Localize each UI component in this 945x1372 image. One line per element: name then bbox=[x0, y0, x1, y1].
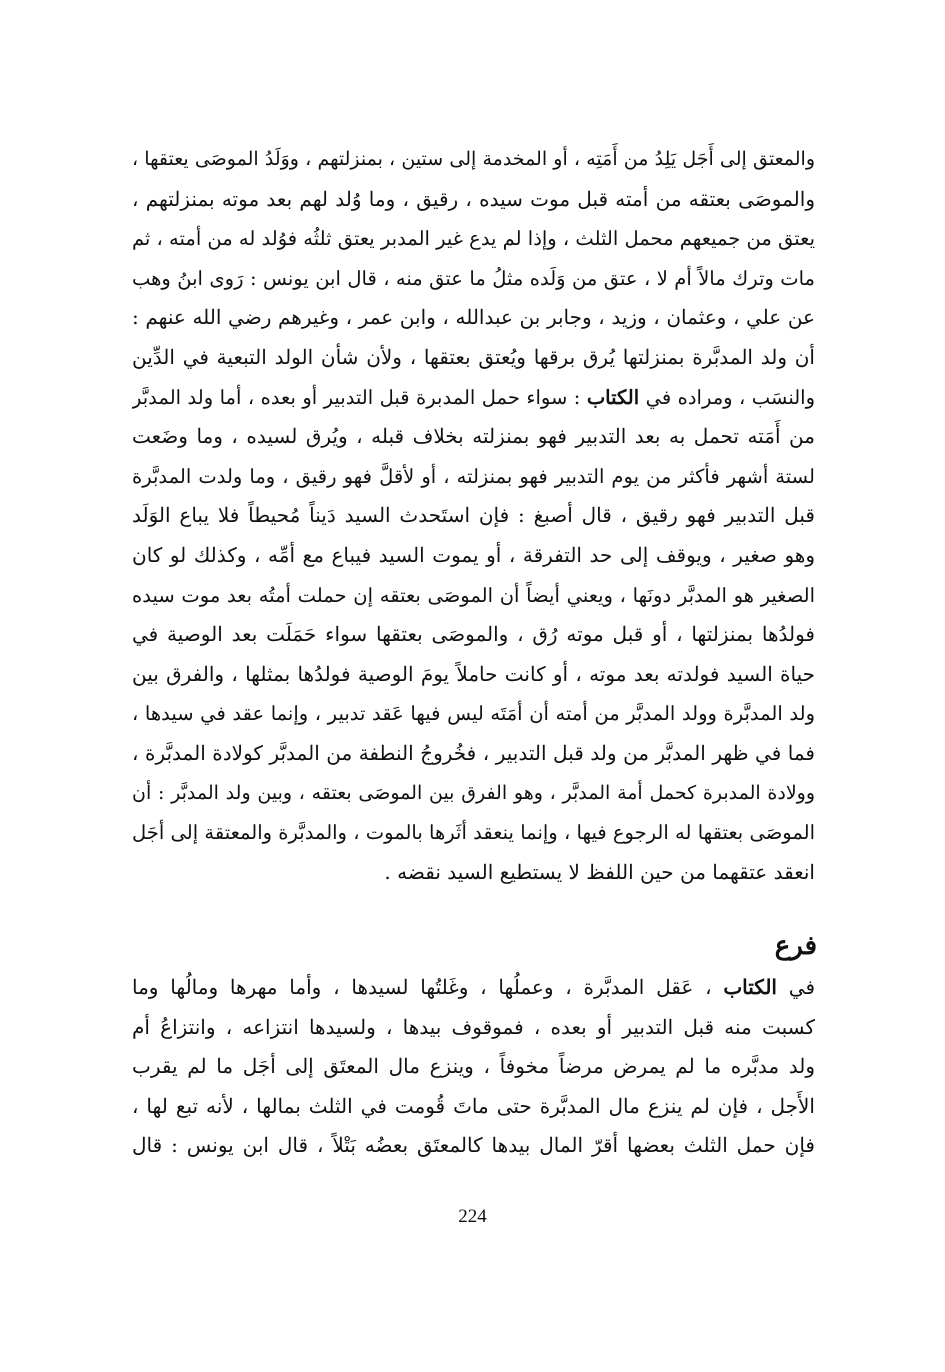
text-line bbox=[132, 968, 815, 1008]
paragraph-2 bbox=[132, 968, 815, 1166]
text-line: الأَجل ، فإن لم ينزع مال المدبَّرة حتى ماتَ قُومت في الثلث بمالها ، لأنه تبع لها ، bbox=[132, 1093, 815, 1118]
text-line: وهو صغير ، ويوقف إلى حد التفرقة ، أو يموت السيد فيباع مع أمِّه ، وكذلك لو كان bbox=[132, 542, 815, 567]
text-line: وولادة المدبرة كحمل أمة المدبَّر ، وهو الفرق بين الموصَى بعتقه ، وبين ولد المدبَّر : أن bbox=[132, 781, 815, 804]
text-line: فولدُها بمنزلتها ، أو قبل موته رُق ، والموصَى بعتقها سواء حَمَلَت بعد الوصية في bbox=[132, 622, 815, 647]
text-line: عن علي ، وعثمان ، وزيد ، وجابر بن عبدالله ، وابن عمر ، وغيرهم رضي الله عنهم : bbox=[132, 305, 815, 330]
text-line: انعقد عتقهما من حين اللفظ لا يستطيع السيد نقضه . bbox=[384, 859, 815, 884]
section-heading: فرع bbox=[774, 931, 817, 961]
text-line: أن ولد المدبَّرة بمنزلتها يُرق برقها ويُعتق بعتقها ، ولأن شأن الولد التبعية في الدِّين bbox=[132, 344, 815, 369]
text-line: يعتق من جميعهم محمل الثلث ، وإذا لم يدع غير المدبر يعتق ثلثُه فوُلد له من أمته ، ثم bbox=[132, 227, 815, 251]
text-run: ، عَقل المدبَّرة ، وعملُها ، وغَلتُها لسيدها ، وأما مهرها ومالُها وما bbox=[132, 975, 724, 999]
text-run: والنسَب ، ومراده في bbox=[639, 385, 815, 409]
paragraph-1 bbox=[132, 140, 815, 892]
text-line: ولد المدبَّرة وولد المدبَّر من أمته أن أمَتَه ليس فيها عَقد تدبير ، وإنما عقد في سيدها ، bbox=[132, 702, 815, 726]
text-line: والموصَى بعتقه من أمته قبل موت سيده ، رقيق ، وما وُلد لهم بعد موته بمنزلتهم ، bbox=[132, 186, 815, 211]
text-run: في bbox=[776, 975, 815, 999]
text-line: لستة أشهر فأكثر من يوم التدبير فهو بمنزلته ، أو لأقلَّ فهو رقيق ، وما ولدت المدبَّرة bbox=[132, 464, 815, 488]
text-line: حياة السيد فولدته بعد موته ، أو كانت حاملاً يومَ الوصية فولدُها بمثلها ، والفرق بين bbox=[132, 661, 815, 686]
text-line: من أَمَته تحمل به بعد التدبير فهو بمنزلته بخلاف قبله ، ويُرق لسيده ، وما وضَعت bbox=[132, 424, 815, 449]
text-line: والمعتق إلى أَجَل يَلِدُ من أَمَتِه ، أو المخدمة إلى ستين ، بمنزلتهم ، ووَلَدُ الموصَى يعتقها ، bbox=[132, 148, 815, 170]
text-line: فإن حمل الثلث بعضها أقرّ المال بيدها كالمعتَق بعضُه بَتْلاً ، قال ابن يونس : قال bbox=[132, 1133, 815, 1158]
text-line: مات وترك مالاً أم لا ، عتق من وَلَده مثلُ ما عتق منه ، قال ابن يونس : رَوى ابنُ وهب bbox=[132, 266, 815, 290]
text-line bbox=[132, 378, 815, 418]
text-line: ولد مدبَّره ما لم يمرض مرضاً مخوفاً ، وينزع مال المعتَق إلى أجَل ما لم يقرب bbox=[132, 1054, 815, 1079]
book-reference: الكتاب bbox=[586, 385, 640, 409]
text-run: : سواء حمل المدبرة قبل التدبير أو بعده ، أما ولد المدبَّر bbox=[132, 385, 587, 409]
text-line: قبل التدبير فهو رقيق ، قال أصبغ : فإن استَحدث السيد دَيناً مُحيطاً فلا يباع الوَلَد bbox=[132, 503, 815, 528]
book-reference: الكتاب bbox=[723, 975, 777, 999]
text-line: الموصَى بعتقها له الرجوع فيها ، وإنما ينعقد أثَرها بالموت ، والمدبَّرة والمعتقة إلى أجَل bbox=[132, 821, 815, 845]
text-line: الصغير هو المدبَّر دونَها ، ويعني أيضاً أن الموصَى بعتقه إن حملت أمتُه بعد موت سيده bbox=[132, 583, 815, 607]
text-line: كسبت منه قبل التدبير أو بعده ، فموقوف بيدها ، ولسيدها انتزاعه ، وانتزاعُ أم bbox=[132, 1014, 815, 1039]
text-line: فما في ظهر المدبَّر من ولد قبل التدبير ، فخُروجُ النطفة من المدبَّر كولادة المدبَّرة ، bbox=[132, 740, 815, 765]
page-number: 224 bbox=[458, 1206, 487, 1227]
